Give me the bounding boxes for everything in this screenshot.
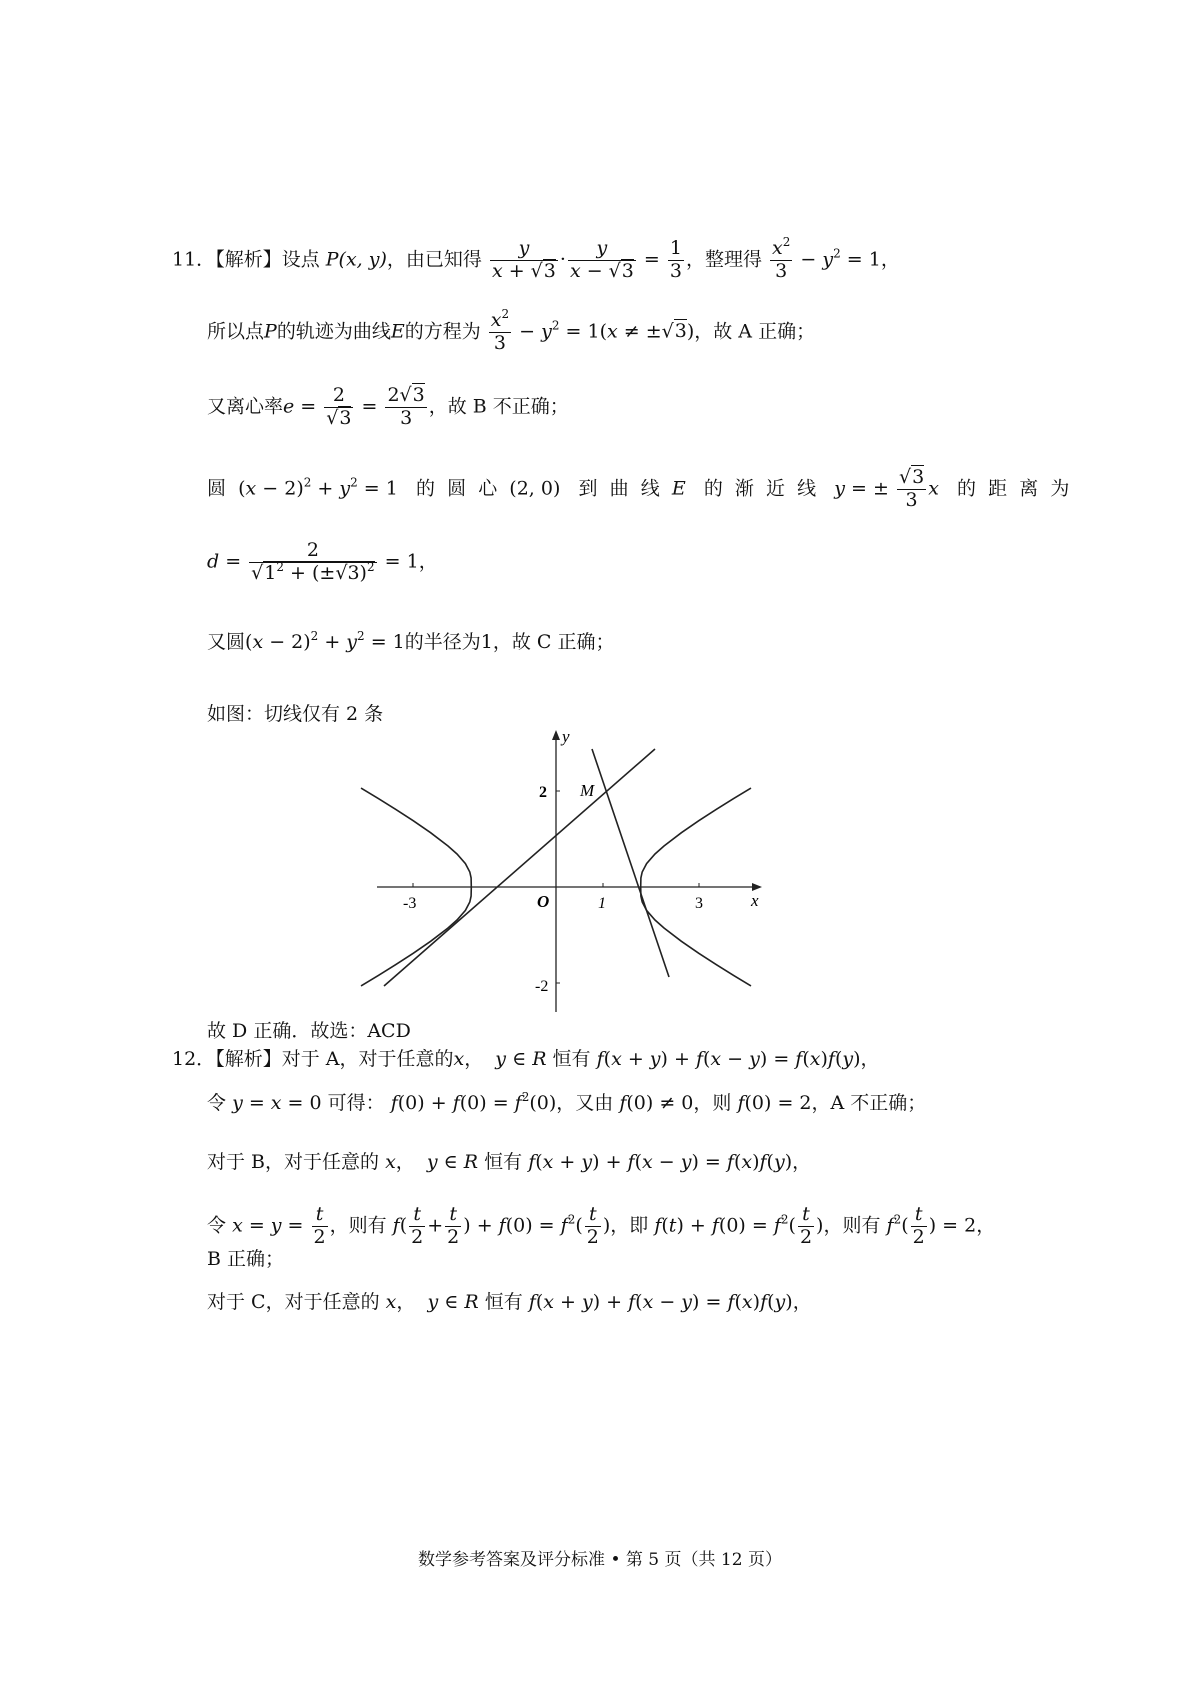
x-axis-label: x: [751, 891, 759, 910]
x-tick-label: 1: [598, 895, 606, 912]
q11-conclusion: 故 D 正确．故选：ACD: [207, 1020, 411, 1042]
q12-line-1: 12．【解析】对于 A，对于任意的x， y ∈ R 恒有 f(x + y) + f(x − y) = f(x)f(y)，: [172, 1048, 880, 1070]
q12-tag: 【解析】: [215, 1048, 282, 1070]
fraction: $\frac{t}{2}$: [586, 1203, 599, 1248]
y-axis-label: y: [562, 727, 570, 746]
fraction: $\frac{t}{2}$: [912, 1203, 925, 1248]
origin-label: O: [537, 892, 550, 911]
x-tick-label: -3: [403, 895, 417, 912]
fraction: $\frac{y}{x + √3}$: [491, 237, 556, 282]
tangent-line-2: [592, 749, 669, 977]
q11-line-7: 如图：切线仅有 2 条: [207, 703, 384, 725]
q12-line-6: 对于 C，对于任意的 x， y ∈ R 恒有 f(x + y) + f(x − y) = f(x)f(y)，: [207, 1291, 812, 1313]
q11-line-2: 所以点P的轨迹为曲线E的方程为 $\frac{x^2}{3}$ − $y^2 = 1(x \ne \pm√3)$，故 A 正确；: [207, 307, 816, 354]
page-footer: 数学参考答案及评分标准 • 第 5 页（共 12 页）: [418, 1550, 782, 1570]
q11-tag: 【解析】: [215, 248, 282, 271]
q11-line-1: 11．【解析】设点 P(x, y)，由已知得 $\frac{y}{x + √3}$ · $\frac{y}{x - √3}$ = $\frac{1}{3}$ ，整理得 $\frac{x^2}{3}$ − $y^2 = 1$，: [172, 235, 900, 282]
fraction: $\frac{x^2}{3}$: [772, 235, 791, 282]
hyperbola-figure: [355, 727, 795, 1017]
q12-line-3: 对于 B，对于任意的 x， y ∈ R 恒有 f(x + y) + f(x − y) = f(x)f(y)，: [207, 1151, 812, 1173]
fraction: $\frac{y}{x - √3}$: [569, 237, 634, 282]
y-tick-label: 2: [539, 784, 547, 801]
q11-line-3: 又离心率e = $\frac{2}{√3}$ = $\frac{2√3}{3}$ ，故 B 不正确；: [207, 384, 569, 429]
point-m-label: M: [580, 781, 595, 800]
fraction: $\frac{2}{√1^2 + (\pm√3)^2}$: [251, 539, 375, 584]
q11-line-5: d = $\frac{2}{√1^2 + (\pm√3)^2}$ = 1，: [207, 539, 438, 584]
tangent-line-1: [384, 749, 655, 986]
point-p-formula: P(x, y): [325, 248, 387, 271]
x-axis-arrow: [752, 883, 762, 891]
q11-line-4: 圆 $(x - 2)^2 + y^2 = 1$ 的 圆 心 (2, 0) 到 曲 线 E 的 渐 近 线 y = ± $\frac{√3}{3}$ x 的 距 离 为: [207, 466, 1070, 511]
q11-number: 11．: [172, 248, 216, 271]
q12-line-5: B 正确；: [207, 1248, 285, 1270]
fraction: $\frac{2}{√3}$: [326, 384, 352, 429]
fraction: $\frac{1}{3}$: [669, 237, 682, 282]
fraction: $\frac{t}{2}$: [313, 1203, 326, 1248]
y-axis-arrow: [552, 730, 560, 740]
fraction: $\frac{√3}{3}$: [898, 466, 925, 511]
q12-line-2: 令 y = x = 0 可得： $f(0) + f(0) = f^2(0)$，又由 f(0) ≠ 0，则 f(0) = 2，A 不正确；: [207, 1090, 927, 1114]
q12-line-4: 令 x = y = $\frac{t}{2}$ ，则有 f( $\frac{t}{2}$ + $\frac{t}{2}$ ) + $f(0) = f^2$( $\frac{t}{2}$ )，即 $f(t) + f(0) = f^2$( $\frac{t}{2}$ )，则有 $f^2$( $\frac{t}{2}$ ) = 2，: [207, 1203, 996, 1248]
fraction: $\frac{x^2}{3}$: [490, 307, 510, 354]
q12-number: 12．: [172, 1048, 216, 1070]
fraction: $\frac{t}{2}$: [799, 1203, 813, 1248]
y-tick-label: -2: [535, 978, 549, 995]
fraction: $\frac{t}{2}$: [411, 1203, 424, 1248]
fraction: $\frac{2√3}{3}$: [387, 384, 425, 429]
fraction: $\frac{t}{2}$: [447, 1203, 460, 1248]
x-tick-label: 3: [695, 895, 703, 912]
q11-line-6: 又圆$(x - 2)^2 + y^2 = 1$的半径为1，故 C 正确；: [207, 629, 615, 653]
